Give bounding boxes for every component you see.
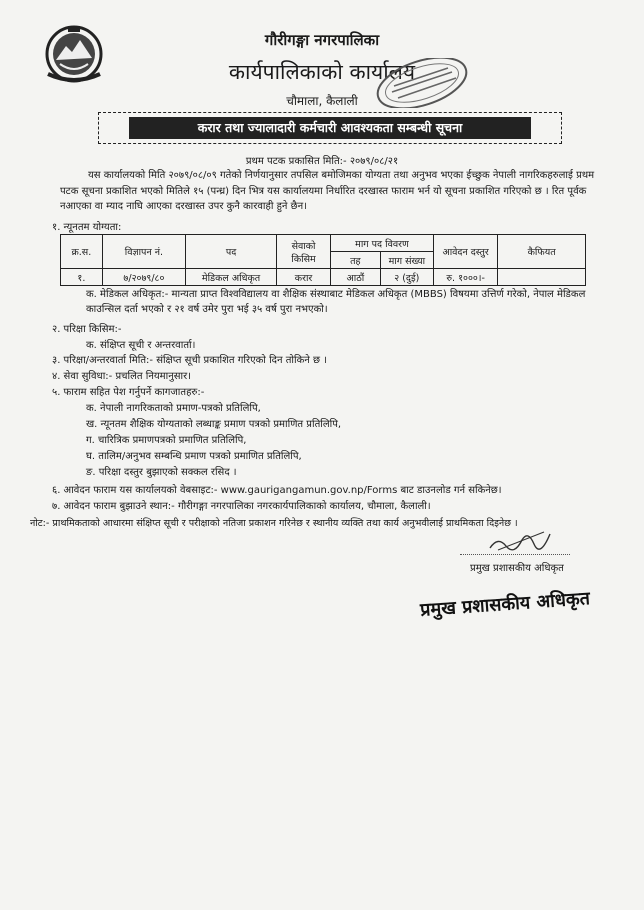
- col-demand: माग पद विवरण: [331, 235, 434, 252]
- section4-text: ४. सेवा सुविधा:- प्रचलित नियमानुसार।: [52, 371, 192, 382]
- footnote: नोट:- प्राथमिकताको आधारमा संक्षिप्त सूची र परीक्षाको नतिजा प्रकाशन गरिनेछ र स्थानीय व्यक्ति तथा कार्य अनुभवीलाई प्राथमिकता दिइनेछ ।: [30, 518, 518, 529]
- document-item: क. नेपाली नागरिकताको प्रमाण-पत्रको प्रतिलिपि,: [86, 403, 261, 414]
- document-item: ख. न्यूनतम शैक्षिक योग्यताको लब्धाङ्क प्रमाण पत्रको प्रमाणित प्रतिलिपि,: [86, 419, 342, 430]
- document-item: ङ. परिक्षा दस्तुर बुझाएको सक्कल रसिद ।: [86, 467, 237, 478]
- table-row: [61, 269, 586, 286]
- col-advert-no: विज्ञापन नं.: [102, 235, 185, 269]
- notice-title-banner: [98, 112, 562, 144]
- qualification-note: क. मेडिकल अधिकृत:- मान्यता प्राप्त विश्वविद्यालय वा शैक्षिक संस्थाबाट मेडिकल अधिकृत (MBBS) विषयमा उत्तिर्ण गरेको, नेपाल मेडिकल काउन्सिल दर्ता भएको र २१ वर्ष उमेर पुरा भई ३५ वर्ष पुरा नभएको।: [86, 289, 586, 315]
- col-post: पद: [186, 235, 277, 269]
- office-address: चौमाला, कैलाली: [286, 94, 358, 108]
- section2-heading: २. परिक्षा किसिम:-: [52, 324, 122, 335]
- cell-service-type: करार: [277, 269, 331, 286]
- cell-post: मेडिकल अधिकृत: [186, 269, 277, 286]
- publish-date: प्रथम पटक प्रकासित मिति:- २०७९/०८/२१: [245, 156, 399, 167]
- section3-text: ३. परिक्षा/अन्तरवार्ता मिति:- संक्षिप्त सूची प्रकाशित गरिएको दिन तोकिने छ ।: [52, 355, 327, 366]
- office-stamp-icon: [372, 58, 472, 108]
- cell-count: २ (दुई): [380, 269, 433, 286]
- document-item: घ. तालिम/अनुभव सम्बन्धि प्रमाण पत्रको प्रमाणित प्रतिलिपि,: [86, 451, 302, 462]
- section5-heading: ५. फाराम सहित पेश गर्नुपर्ने कागजातहरु:-: [52, 387, 205, 398]
- signature-line: [460, 554, 570, 555]
- office-name: गौरीगङ्गा नगरपालिका: [264, 31, 380, 49]
- section6-text: ६. आवेदन फाराम यस कार्यालयको वेबसाइट:- www.gaurigangamun.gov.np/Forms बाट डाउनलोड गर्न सकिनेछ।: [52, 485, 502, 496]
- document-item: ग. चारित्रिक प्रमाणपत्रको प्रमाणित प्रतिलिपि,: [86, 435, 247, 446]
- office-title: कार्यपालिकाको कार्यालय: [228, 60, 416, 84]
- section1-heading: १. न्यूनतम योग्यता:: [52, 222, 122, 233]
- cell-remarks: [498, 269, 586, 286]
- signature-title: प्रमुख प्रशासकीय अधिकृत: [470, 563, 564, 574]
- cell-fee: रु. १०००।-: [433, 269, 497, 286]
- cell-level: आठौं: [331, 269, 381, 286]
- col-service-type: सेवाको किसिम: [277, 235, 331, 269]
- notice-title: करार तथा ज्यालादारी कर्मचारी आवश्यकता सम्बन्धी सूचना: [129, 117, 531, 139]
- col-level: तह: [331, 252, 381, 269]
- col-count: माग संख्या: [380, 252, 433, 269]
- cell-sn: १.: [61, 269, 103, 286]
- vacancy-table: [60, 234, 586, 286]
- section2-item: क. संक्षिप्त सूची र अन्तरवार्ता।: [86, 340, 196, 351]
- cell-advert-no: ७/२०७९/८०: [102, 269, 185, 286]
- col-fee: आवेदन दस्तुर: [433, 235, 497, 269]
- section7-text: ७. आवेदन फाराम बुझाउने स्थान:- गौरीगङ्गा नगरपालिका नगरकार्यपालिकाको कार्यालय, चौमाला, कैलाली।: [52, 501, 431, 512]
- officer-seal: प्रमुख प्रशासकीय अधिकृत: [419, 588, 591, 621]
- signature-scribble-icon: [488, 526, 552, 554]
- intro-paragraph: यस कार्यालयको मिति २०७९/०८/०९ गतेको निर्णयानुसार तपसिल बमोजिमका योग्यता तथा अनुभव भएका ईच्छुक नेपाली नागरिकहरुलाई प्रथम पटक सूचना प्रकाशित भएको मितिले १५ (पन्ध्र) दिन भित्र यस कार्यालयमा निर्धारित दरखास्त फाराम भर्न यो सूचना प्रकाशित गरिएको छ । रित पूर्वक नआएका वा म्याद नाघि आएका दरखास्त उपर कुनै कारवाही हुने छैन।: [60, 170, 595, 212]
- col-sn: क्र.स.: [61, 235, 103, 269]
- col-remarks: कैफियत: [498, 235, 586, 269]
